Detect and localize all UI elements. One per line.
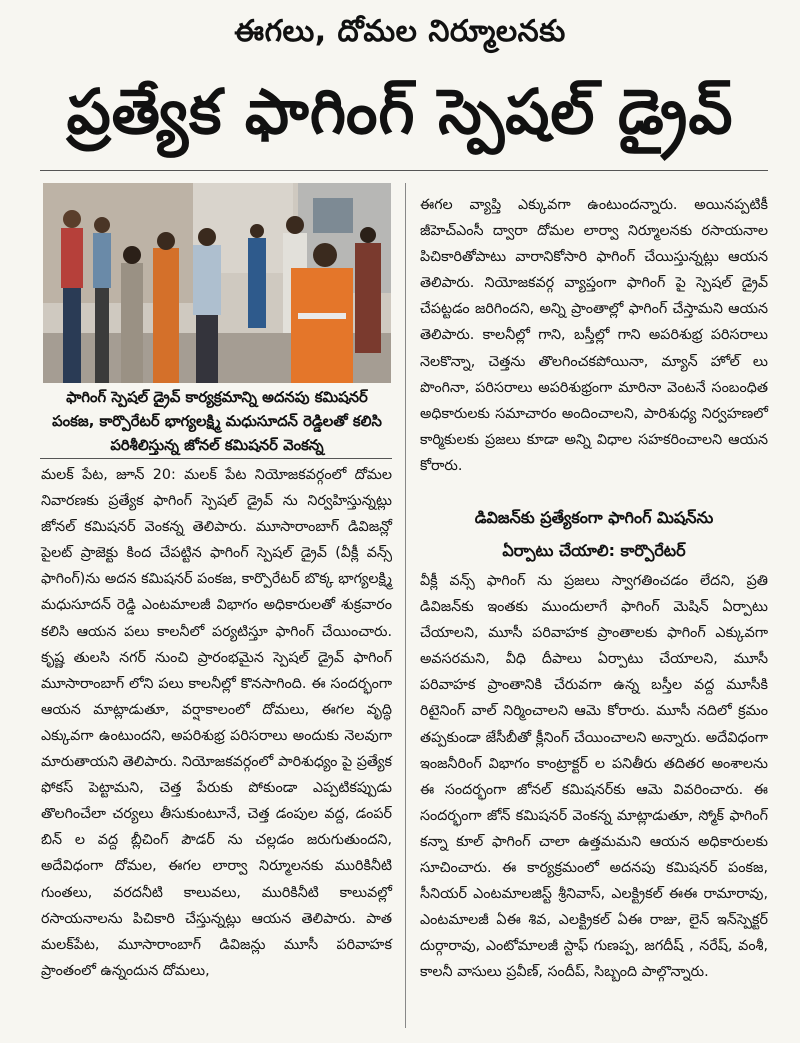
subheading-line-2: ఏర్పాటు చేయాలి: కార్పొరేటర్: [502, 541, 686, 560]
right-column-bottom: [420, 568, 768, 986]
right-column-top: [420, 192, 768, 479]
news-photo: [43, 183, 391, 383]
kicker-headline: ఈగలు, దోమల నిర్మూలనకు: [234, 14, 566, 49]
main-headline: ప్రత్యేక ఫాగింగ్ స్పెషల్ డ్రైవ్: [66, 75, 734, 148]
subheading-line-1: డివిజన్‌కు ప్రత్యేకంగా ఫాగింగ్ మిషన్‌ను: [474, 508, 714, 527]
left-column: [41, 462, 392, 984]
right-column-bottom-text: వీక్లీ వన్స్ ఫాగింగ్ ను ప్రజలు స్వాగతించడం లేదని, ప్రతి డివిజన్‌కు ఇంతకు ముందులాగే ఫాగింగ్ మెషిన్ ఏర్పాటు చేయాలని, మూసీ పరివాహక ప్రాంతాలకు ఫాగింగ్ ఎక్కువగా అవసరమని, వీధి దీపాలు ఏర్పాటు చేయాలని, మూసీ పరివాహక ప్రాంతానికి చేరువగా ఉన్న బస్తీల వద్ద మూసీకి రిటైనింగ్ వాల్ నిర్మించాలని ఆమె కోరారు. మూసీ నదిలో క్రమం తప్పకుండా జేసీబీతో క్లీనింగ్ చేయించాలని అన్నారు. అదేవిధంగా ఇంజనీరింగ్ విభాగం కాంట్రాక్టర్ ల పనితీరు తదితర అంశాలను ఈ సందర్భంగా జోనల్ కమిషనర్‌కు ఆమె వివరించారు. ఈ సందర్భంగా జోన్ కమిషనర్ వెంకన్న మాట్లాడుతూ, స్మోక్ ఫాగింగ్ కన్నా కూల్ ఫాగింగ్ చాలా ఉత్తమమని ఆయన అధికారులకు సూచించారు. ఈ కార్యక్రమంలో అదనపు కమిషనర్ పంకజ, సీనియర్ ఎంటమాలజిస్ట్ శ్రీనివాస్, ఎలక్ట్రికల్ ఈఈ రామారావు, ఎంటమాలజీ ఏఈ శివ, ఎలక్ట్రికల్ ఏఈ రాజు, లైన్ ఇన్‌స్పెక్టర్ దుర్గారావు, ఎంటోమాలజీ స్టాఫ్ గుణప్ప, జగదీష్ , నరేష్, వంశీ, కాలనీ వాసులు ప్రవీణ్, సందీప్, సిబ్బంది పాల్గొన్నారు.: [420, 573, 768, 981]
left-column-text: మలక్ పేట, జూన్ 20: మలక్ పేట నియోజకవర్గంలో దోమల నివారణకు ప్రత్యేక ఫాగింగ్ స్పెషల్ డ్రైవ్ ను నిర్వహిస్తున్నట్లు జోనల్ కమిషనర్ వెంకన్న తెలిపారు. మూసారాంబాగ్ డివిజన్లో పైలట్ ప్రాజెక్టు కింద చేపట్టిన ఫాగింగ్ స్పెషల్ డ్రైవ్ (వీక్లీ వన్స్ ఫాగింగ్)ను అదన కమిషనర్ పంకజ, కార్పొరేటర్ బొక్క భాగ్యలక్ష్మి మధుసూదన్ రెడ్డి ఎంటమాలజీ విభాగం అధికారులతో శుక్రవారం కలిసి ఆయన పలు కాలనీలో పర్యటిస్తూ ఫాగింగ్ చేయించారు. కృష్ణ తులసి నగర్ నుంచి ప్రారంభమైన స్పెషల్ డ్రైవ్ ఫాగింగ్ మూసారాంబాగ్ లోని పలు కాలనీల్లో కొనసాగింది. ఈ సందర్భంగా ఆయన మాట్లాడుతూ, వర్షాకాలంలో దోమలు, ఈగల వృద్ధి ఎక్కువగా ఉంటుందని, అపరిశుభ్ర పరిసరాలు అందుకు నెలవుగా మారుతాయని తెలిపారు. నియోజకవర్గంలో పారిశుధ్యం పై ప్రత్యేక ఫోకస్ పెట్టామని, చెత్త పేరుకు పోకుండా ఎప్పటికప్పుడు తొలగించేలా చర్యలు తీసుకుంటూనే, చెత్త డంపుల వద్ద, డంపర్ బిన్ ల వద్ద బ్లీచింగ్ పౌడర్ ను చల్లడం జరుగుతుందని, అదేవిధంగా దోమల, ఈగల లార్వా నిర్మూలనకు మురికినీటి గుంతలు, వరదనీటి కాలువలు, మురికినీటి కాలువల్లో రసాయనాలను పిచికారి చేస్తున్నట్లు ఆయన తెలిపారు. పాత మలక్‌పేట, మూసారాంబాగ్ డివిజన్లు మూసీ పరివాహక ప్రాంతంలో ఉన్నందున దోమలు,: [41, 467, 392, 979]
vertical-divider: [405, 183, 406, 1028]
right-column-top-text: ఈగల వ్యాప్తి ఎక్కువగా ఉంటుందన్నారు. అయినప్పటికీ జీహెచ్ఎంసీ ద్వారా దోమల లార్వా నిర్మూలనకు రసాయనాల పిచికారితోపాటు వారానికోసారి ఫాగింగ్ చేయిస్తున్నట్లు ఆయన తెలిపారు. నియోజకవర్గ వ్యాప్తంగా ఫాగింగ్ పై స్పెషల్ డ్రైవ్ చేపట్టడం జరిగిందని, అన్ని ప్రాంతాల్లో ఫాగింగ్ చేస్తామని ఆయన తెలిపారు. కాలనీల్లో గాని, బస్తీల్లో గాని అపరిశుభ్ర పరిసరాలు నెలకొన్నా, చెత్తను తొలగించకపోయినా, మ్యాన్ హోల్ లు పొంగినా, పరిసరాలు అపరిశుభ్రంగా మారినా వెంటనే సంబంధిత అధికారులకు సమాచారం అందించాలని, పారిశుధ్య నిర్వహణలో కార్మికులకు ప్రజలు కూడా అన్ని విధాల సహకరించాలని ఆయన కోరారు.: [420, 197, 768, 474]
headline-rule: [40, 170, 768, 171]
photo-caption: ఫాగింగ్ స్పెషల్ డ్రైవ్ కార్యక్రమాన్ని అదనపు కమిషనర్ పంకజ, కార్పొరేటర్ భాగ్యలక్ష్మి మధుసూదన్ రెడ్డిలతో కలిసి పరిశీలిస్తున్న జోనల్ కమిషనర్ వెంకన్న: [52, 389, 382, 454]
caption-rule: [40, 458, 392, 459]
